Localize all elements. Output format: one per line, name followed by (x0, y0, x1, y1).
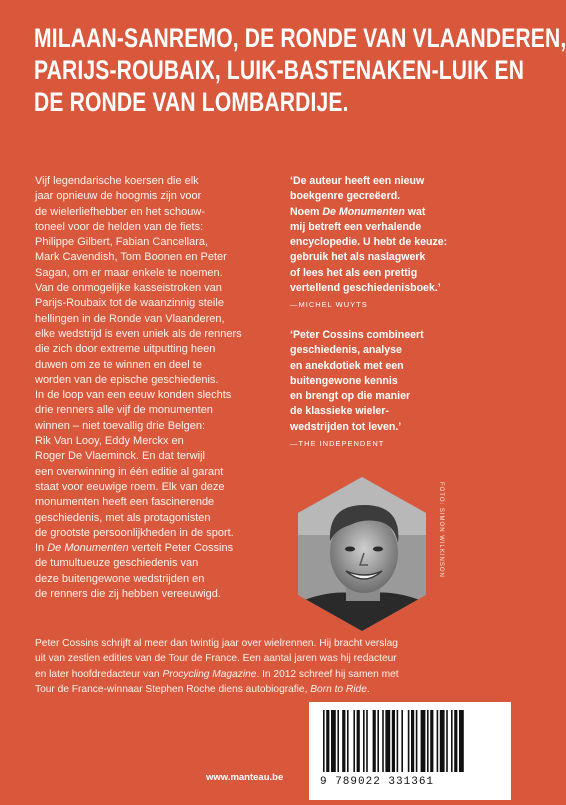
blurb-prefix: In (35, 542, 48, 555)
blurb-line: de wielerliefhebber en het schouw- (35, 205, 205, 218)
quote-line: encyclopedie. U hebt de keuze: (290, 236, 448, 249)
bio-line: uit van zestien edities van de Tour de France. Een aantal jaren was hij redacteur (35, 653, 397, 665)
quote-line: en brengt op die manier (290, 390, 411, 403)
bio-line: Peter Cossins schrijft al meer dan twintig jaar over wielrennen. Hij bracht verslag (35, 638, 398, 649)
blurb-line: een overwinning in één editie al garant (35, 465, 224, 478)
book-title: De Monumenten (322, 205, 405, 218)
bio-text: . (366, 684, 370, 696)
blurb-line (35, 541, 275, 556)
quote-line (290, 205, 480, 220)
blurb-line: Mark Cavendish, Tom Boonen en Peter (35, 251, 227, 264)
bio-text: . In 2012 schreef hij samen met (256, 668, 399, 680)
blurb-line: de tumultueuze geschiedenis van (35, 557, 199, 570)
blurb-line: staat voor eeuwige roem. Elk van deze (35, 480, 225, 493)
blurb-line: de grootste persoonlijkheden in de sport. (35, 526, 234, 539)
quote-line: en anekdotiek met een (290, 359, 404, 372)
blurb-line: Parijs-Roubaix tot de waanzinnig steile (35, 297, 224, 310)
bio-text: Tour de France-winnaar Stephen Roche diens autobiografie, (35, 684, 311, 696)
author-bio (35, 636, 495, 698)
author-portrait (292, 475, 432, 633)
quote-line: wedstrijden tot leven.’ (290, 420, 402, 433)
bio-line (35, 667, 495, 682)
quote-source: —THE INDEPENDENT (290, 439, 385, 449)
blurb-line: monumenten heeft een fascinerende (35, 496, 215, 509)
book-title: Born to Ride (310, 684, 367, 696)
blurb-line: Philippe Gilbert, Fabian Cancellara, (35, 236, 209, 249)
quote-line: geschiedenis, analyse (290, 344, 402, 357)
quote-line: de klassieke wieler- (290, 405, 389, 418)
quote-line: ‘De auteur heeft een nieuw (290, 175, 425, 187)
blurb-line: In de loop van een eeuw konden slechts (35, 389, 232, 402)
headline-line: DE RONDE VAN LOMBARDIJE. (34, 87, 349, 117)
quote-line: gebruik het als naslagwerk (290, 251, 426, 264)
author-photo (292, 475, 432, 633)
blurb-text (35, 174, 275, 602)
magazine-title: Procycling Magazine (162, 668, 257, 680)
blurb-line: worden van de epische geschiedenis. (35, 373, 219, 386)
blurb-line: geschiedenis, met als protagonisten (35, 511, 211, 524)
review-quote-wuyts (290, 174, 480, 313)
quote-line: buitengewone kennis (290, 374, 398, 387)
photo-credit: FOTO: SIMON WILKINSON (438, 482, 444, 578)
headline-line: MILAAN-SANREMO, DE RONDE VAN VLAANDEREN, (34, 23, 566, 53)
blurb-line: Sagan, om er maar enkele te noemen. (35, 266, 223, 279)
quote-line: of lees het als een prettig (290, 266, 418, 279)
blurb-line: Roger De Vlaeminck. En dat terwijl (35, 450, 205, 463)
blurb-line: jaar opnieuw de hoogmis zijn voor (35, 190, 202, 203)
blurb-line: hellingen in de Ronde van Vlaanderen, (35, 312, 225, 325)
headline (34, 22, 566, 118)
blurb-line: elke wedstrijd is even uniek als de renners (35, 327, 242, 340)
quote-prefix: Noem (290, 205, 323, 218)
blurb-line: duwen om ze te winnen en deel te (35, 358, 202, 371)
blurb-line: toneel voor de helden van de fiets: (35, 220, 204, 233)
blurb-line: Rik Van Looy, Eddy Merckx en (35, 435, 184, 448)
blurb-line: de renners die zij hebben vereeuwigd. (35, 588, 221, 601)
bio-text: en later hoofdredacteur van (35, 668, 163, 680)
quote-source: —MICHEL WUYTS (290, 300, 368, 310)
quote-line: ‘Peter Cossins combineert (290, 329, 424, 341)
blurb-line: deze buitengewone wedstrijden en (35, 572, 205, 585)
headline-line: PARIJS-ROUBAIX, LUIK-BASTENAKEN-LUIK EN (34, 55, 525, 85)
blurb-suffix: vertelt Peter Cossins (131, 542, 234, 555)
quote-suffix: wat (404, 205, 426, 218)
quote-line: boekgenre gecreëerd. (290, 190, 401, 203)
blurb-line: drie renners alle vijf de monumenten (35, 404, 213, 417)
review-quote-independent (290, 328, 480, 451)
isbn-number: 9 789022 331361 (320, 776, 435, 788)
bio-line (35, 682, 495, 697)
quote-line: mij betreft een verhalende (290, 220, 422, 233)
blurb-line: Van de onmogelijke kasseistroken van (35, 282, 222, 295)
publisher-url[interactable]: www.manteau.be (206, 772, 284, 783)
book-title: De Monumenten (47, 542, 129, 555)
blurb-line: Vijf legendarische koersen die elk (35, 175, 199, 187)
quote-line: vertellend geschiedenisboek.’ (290, 282, 441, 295)
blurb-line: die zich door extreme uitputting heen (35, 343, 216, 356)
blurb-line: winnen – niet toevallig drie Belgen: (35, 419, 206, 432)
